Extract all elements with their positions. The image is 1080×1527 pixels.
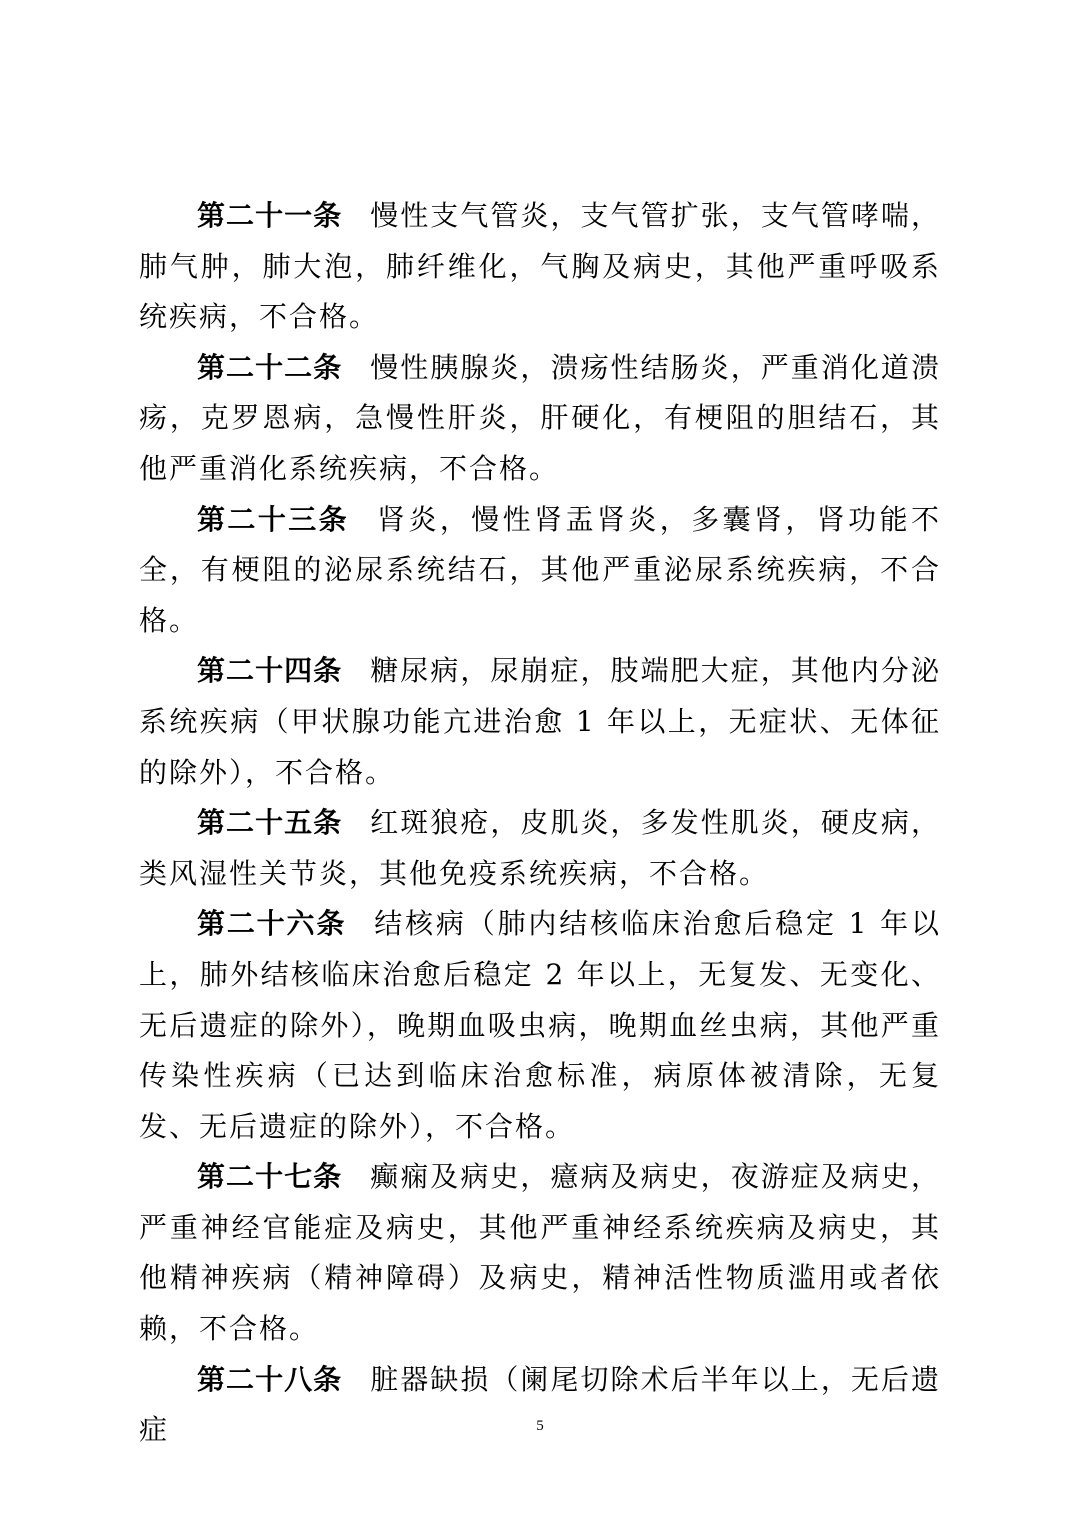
- article-title: 第二十四条: [197, 654, 343, 688]
- page-number: 5: [536, 1418, 544, 1434]
- article-text: 红斑狼疮，皮肌炎，多发性肌炎，硬皮病，类风湿性关节炎，其他免疫系统疾病，不合格。: [139, 806, 941, 890]
- article-text: 糖尿病，尿崩症，肢端肥大症，其他内分泌系统疾病（甲状腺功能亢进治愈 1 年以上，无症状、无体征的除外），不合格。: [139, 654, 941, 789]
- article-text: 慢性胰腺炎，溃疡性结肠炎，严重消化道溃疡，克罗恩病，急慢性肝炎，肝硬化，有梗阻的胆结石，其他严重消化系统疾病，不合格。: [139, 350, 941, 485]
- article-27: [139, 1152, 941, 1354]
- article-21: [139, 191, 941, 343]
- article-text: 癫痫及病史，癔病及病史，夜游症及病史，严重神经官能症及病史，其他严重神经系统疾病及病史，其他精神疾病（精神障碍）及病史，精神活性物质滥用或者依赖，不合格。: [139, 1160, 941, 1346]
- article-text: 慢性支气管炎，支气管扩张，支气管哮喘，肺气肿，肺大泡，肺纤维化，气胸及病史，其他严重呼吸系统疾病，不合格。: [139, 199, 941, 334]
- article-title: 第二十六条: [197, 907, 347, 941]
- article-text: 肾炎，慢性肾盂肾炎，多囊肾，肾功能不全，有梗阻的泌尿系统结石，其他严重泌尿系统疾病，不合格。: [139, 502, 941, 637]
- article-title: 第二十五条: [197, 806, 343, 840]
- article-title: 第二十一条: [197, 199, 343, 232]
- article-23: [139, 495, 941, 647]
- article-title: 第二十七条: [197, 1160, 343, 1194]
- article-25: [139, 798, 941, 899]
- article-title: 第二十二条: [197, 350, 343, 384]
- article-text: 脏器缺损（阑尾切除术后半年以上，无后遗症: [139, 1362, 941, 1447]
- article-28: [139, 1355, 941, 1456]
- article-22: [139, 343, 941, 495]
- article-24: [139, 646, 941, 798]
- article-title: 第二十八条: [197, 1362, 343, 1396]
- document-body: [139, 191, 941, 1456]
- article-text: 结核病（肺内结核临床治愈后稳定 1 年以上，肺外结核临床治愈后稳定 2 年以上，无复发、无变化、无后遗症的除外），晚期血吸虫病，晚期血丝虫病，其他严重传染性疾病（已达到临床治愈标准，病原体被清除，无复发、无后遗症的除外），不合格。: [139, 907, 941, 1143]
- article-26: [139, 899, 941, 1152]
- article-title: 第二十三条: [197, 502, 350, 536]
